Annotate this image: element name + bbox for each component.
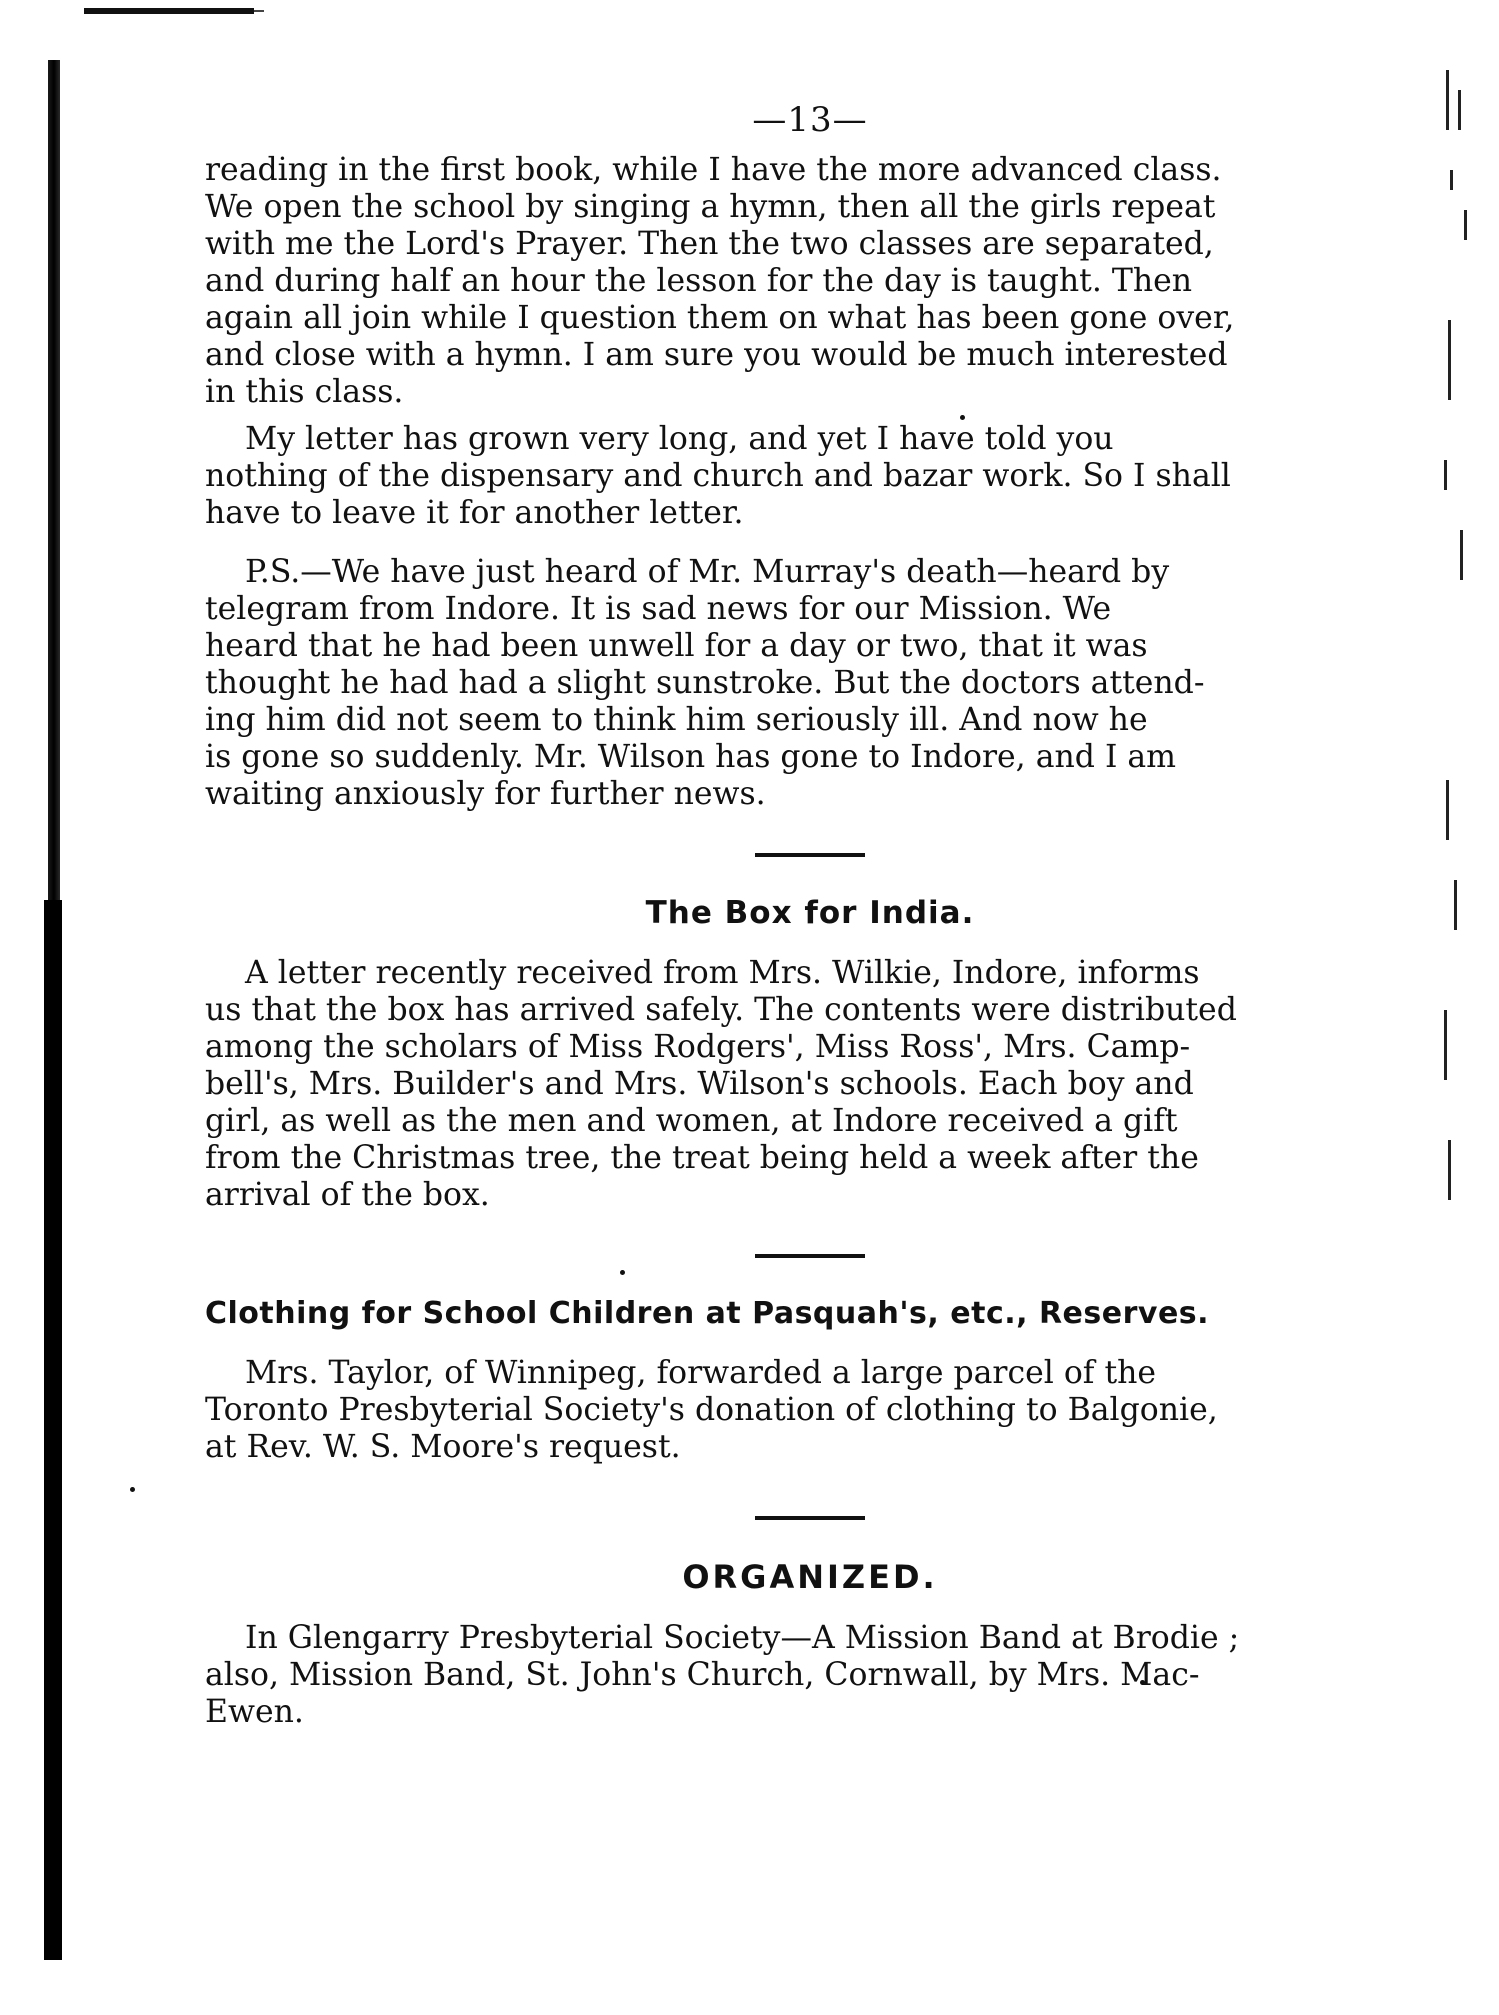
- text-line: ing him did not seem to think him seriously ill. And now he: [205, 702, 1148, 738]
- section-divider: [755, 1254, 865, 1258]
- text-line: again all join while I question them on what has been gone over,: [205, 300, 1235, 336]
- text-line: also, Mission Band, St. John's Church, Cornwall, by Mrs. Mac-: [205, 1657, 1200, 1693]
- top-rule-tail: [254, 10, 264, 12]
- text-line: reading in the first book, while I have the more advanced class.: [205, 152, 1222, 188]
- text-line: have to leave it for another letter.: [205, 495, 744, 531]
- section-title-clothing: Clothing for School Children at Pasquah's, etc., Reserves.: [205, 1296, 1210, 1331]
- text-line: at Rev. W. S. Moore's request.: [205, 1429, 681, 1465]
- text-line: and close with a hymn. I am sure you would be much interested: [205, 337, 1228, 373]
- text-line: girl, as well as the men and women, at Indore received a gift: [205, 1103, 1178, 1139]
- section-title-organized: ORGANIZED.: [682, 1558, 938, 1596]
- text-line: thought he had had a slight sunstroke. But the doctors attend-: [205, 665, 1205, 701]
- paragraph-school-routine: [205, 152, 1355, 411]
- section-divider: [755, 1516, 865, 1520]
- text-line: We open the school by singing a hymn, then all the girls repeat: [205, 189, 1216, 225]
- right-edge-artifacts: [1440, 60, 1480, 1260]
- text-line: waiting anxiously for further news.: [205, 776, 766, 812]
- binding-edge-lower: [44, 900, 62, 1960]
- top-rule: [84, 8, 254, 14]
- text-line: with me the Lord's Prayer. Then the two classes are separated,: [205, 226, 1214, 262]
- page-content: [205, 100, 1355, 1731]
- text-line: Mrs. Taylor, of Winnipeg, forwarded a large parcel of the: [245, 1355, 1157, 1391]
- text-line: from the Christmas tree, the treat being held a week after the: [205, 1140, 1199, 1176]
- text-line: Ewen.: [205, 1694, 304, 1730]
- paragraph-box-for-india: [205, 955, 1355, 1214]
- paragraph-clothing: [205, 1355, 1355, 1466]
- text-line: bell's, Mrs. Builder's and Mrs. Wilson's schools. Each boy and: [205, 1066, 1194, 1102]
- text-line: and during half an hour the lesson for the day is taught. Then: [205, 263, 1193, 299]
- text-line: A letter recently received from Mrs. Wilkie, Indore, informs: [245, 955, 1200, 991]
- text-line: arrival of the box.: [205, 1177, 490, 1213]
- paragraph-organized: [205, 1620, 1355, 1731]
- text-line: P.S.—We have just heard of Mr. Murray's death—heard by: [245, 554, 1170, 590]
- text-line: among the scholars of Miss Rodgers', Miss Ross', Mrs. Camp-: [205, 1029, 1191, 1065]
- text-line: us that the box has arrived safely. The contents were distributed: [205, 992, 1237, 1028]
- section-title-box-for-india: The Box for India.: [645, 895, 975, 931]
- section-divider: [755, 853, 865, 857]
- text-line: in this class.: [205, 374, 404, 410]
- page-number: —13—: [752, 100, 868, 140]
- text-line: Toronto Presbyterial Society's donation of clothing to Balgonie,: [205, 1392, 1218, 1428]
- text-line: My letter has grown very long, and yet I have told you: [245, 421, 1114, 457]
- speck: [130, 1487, 135, 1492]
- text-line: heard that he had been unwell for a day or two, that it was: [205, 628, 1148, 664]
- paragraph-letter-long: [205, 421, 1355, 532]
- paragraph-postscript: [205, 554, 1355, 813]
- text-line: In Glengarry Presbyterial Society—A Mission Band at Brodie ;: [245, 1620, 1240, 1656]
- text-line: is gone so suddenly. Mr. Wilson has gone to Indore, and I am: [205, 739, 1177, 775]
- text-line: nothing of the dispensary and church and bazar work. So I shall: [205, 458, 1231, 494]
- text-line: telegram from Indore. It is sad news for our Mission. We: [205, 591, 1112, 627]
